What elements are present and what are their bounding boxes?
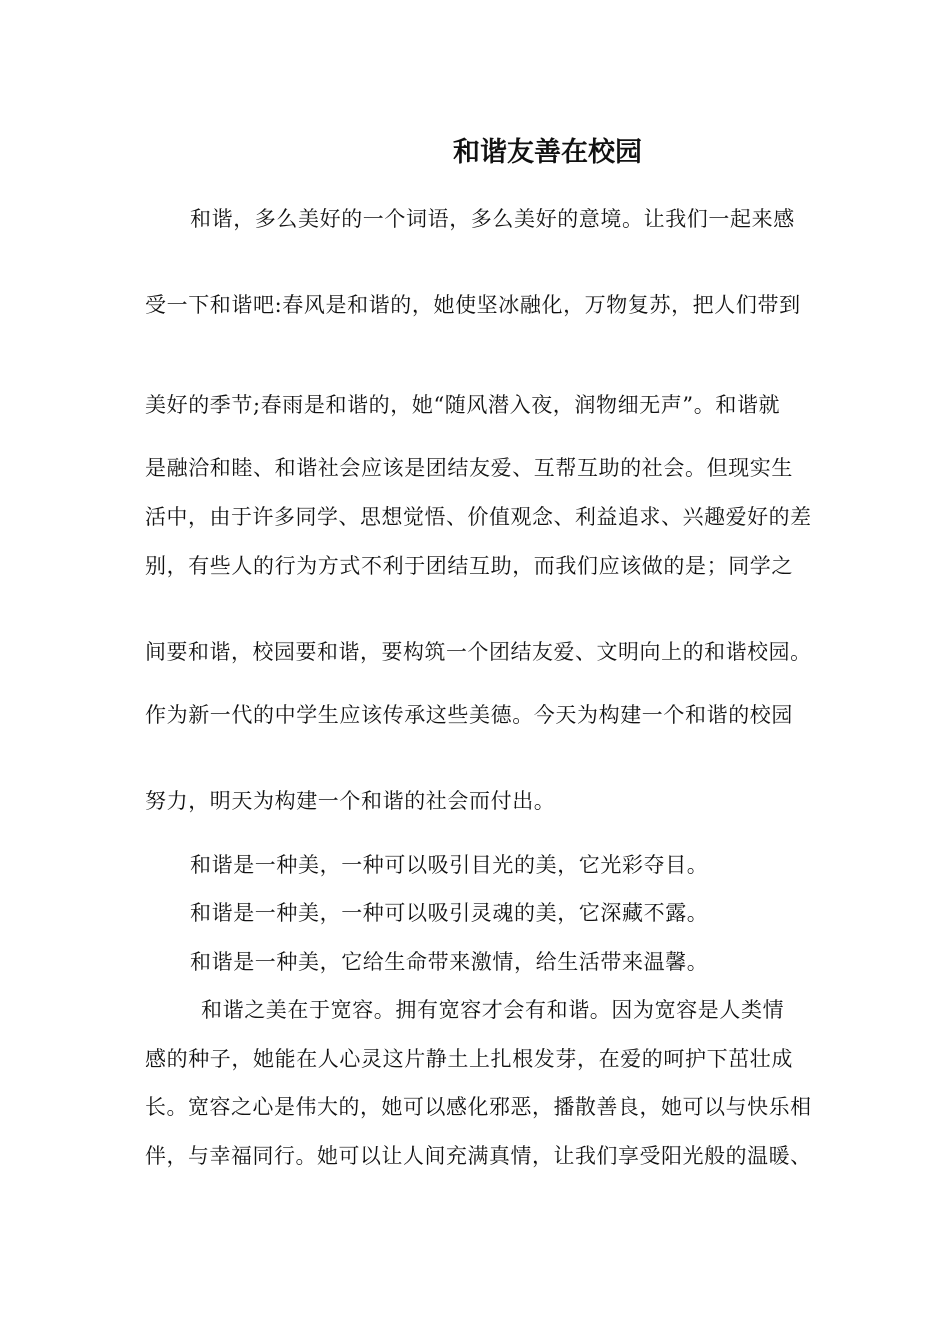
paragraph-line: 和谐，多么美好的一个词语，多么美好的意境。让我们一起来感 xyxy=(190,207,795,231)
paragraph-line: 感的种子，她能在人心灵这片静土上扎根发芽，在爱的呵护下茁壮成 xyxy=(145,1047,793,1071)
paragraph-line: 长。宽容之心是伟大的，她可以感化邪恶，播散善良，她可以与快乐相 xyxy=(145,1095,812,1119)
paragraph-line: 活中，由于许多同学、思想觉悟、价值观念、利益追求、兴趣爱好的差 xyxy=(145,505,812,529)
paragraph-line: 伴，与幸福同行。她可以让人间充满真情，让我们享受阳光般的温暖、 xyxy=(145,1144,812,1168)
paragraph-line: 美好的季节;春雨是和谐的，她“随风潜入夜，润物细无声”。和谐就 xyxy=(145,393,781,417)
paragraph-line: 作为新一代的中学生应该传承这些美德。今天为构建一个和谐的校园 xyxy=(145,703,793,727)
paragraph-line: 和谐是一种美，它给生命带来激情，给生活带来温馨。 xyxy=(190,950,709,974)
paragraph-line: 别，有些人的行为方式不利于团结互助，而我们应该做的是；同学之 xyxy=(145,554,793,578)
paragraph-line: 努力，明天为构建一个和谐的社会而付出。 xyxy=(145,789,556,813)
paragraph-line: 间要和谐，校园要和谐，要构筑一个团结友爱、文明向上的和谐校园。 xyxy=(145,640,812,664)
paragraph-line: 和谐是一种美，一种可以吸引目光的美，它光彩夺目。 xyxy=(190,853,709,877)
paragraph-line: 是融洽和睦、和谐社会应该是团结友爱、互帮互助的社会。但现实生 xyxy=(145,456,793,480)
paragraph-line: 受一下和谐吧:春风是和谐的，她使坚冰融化，万物复苏，把人们带到 xyxy=(145,293,801,317)
paragraph-line: 和谐之美在于宽容。拥有宽容才会有和谐。因为宽容是人类情 xyxy=(201,998,785,1022)
document-title: 和谐友善在校园 xyxy=(453,137,642,168)
paragraph-line: 和谐是一种美，一种可以吸引灵魂的美，它深藏不露。 xyxy=(190,901,709,925)
